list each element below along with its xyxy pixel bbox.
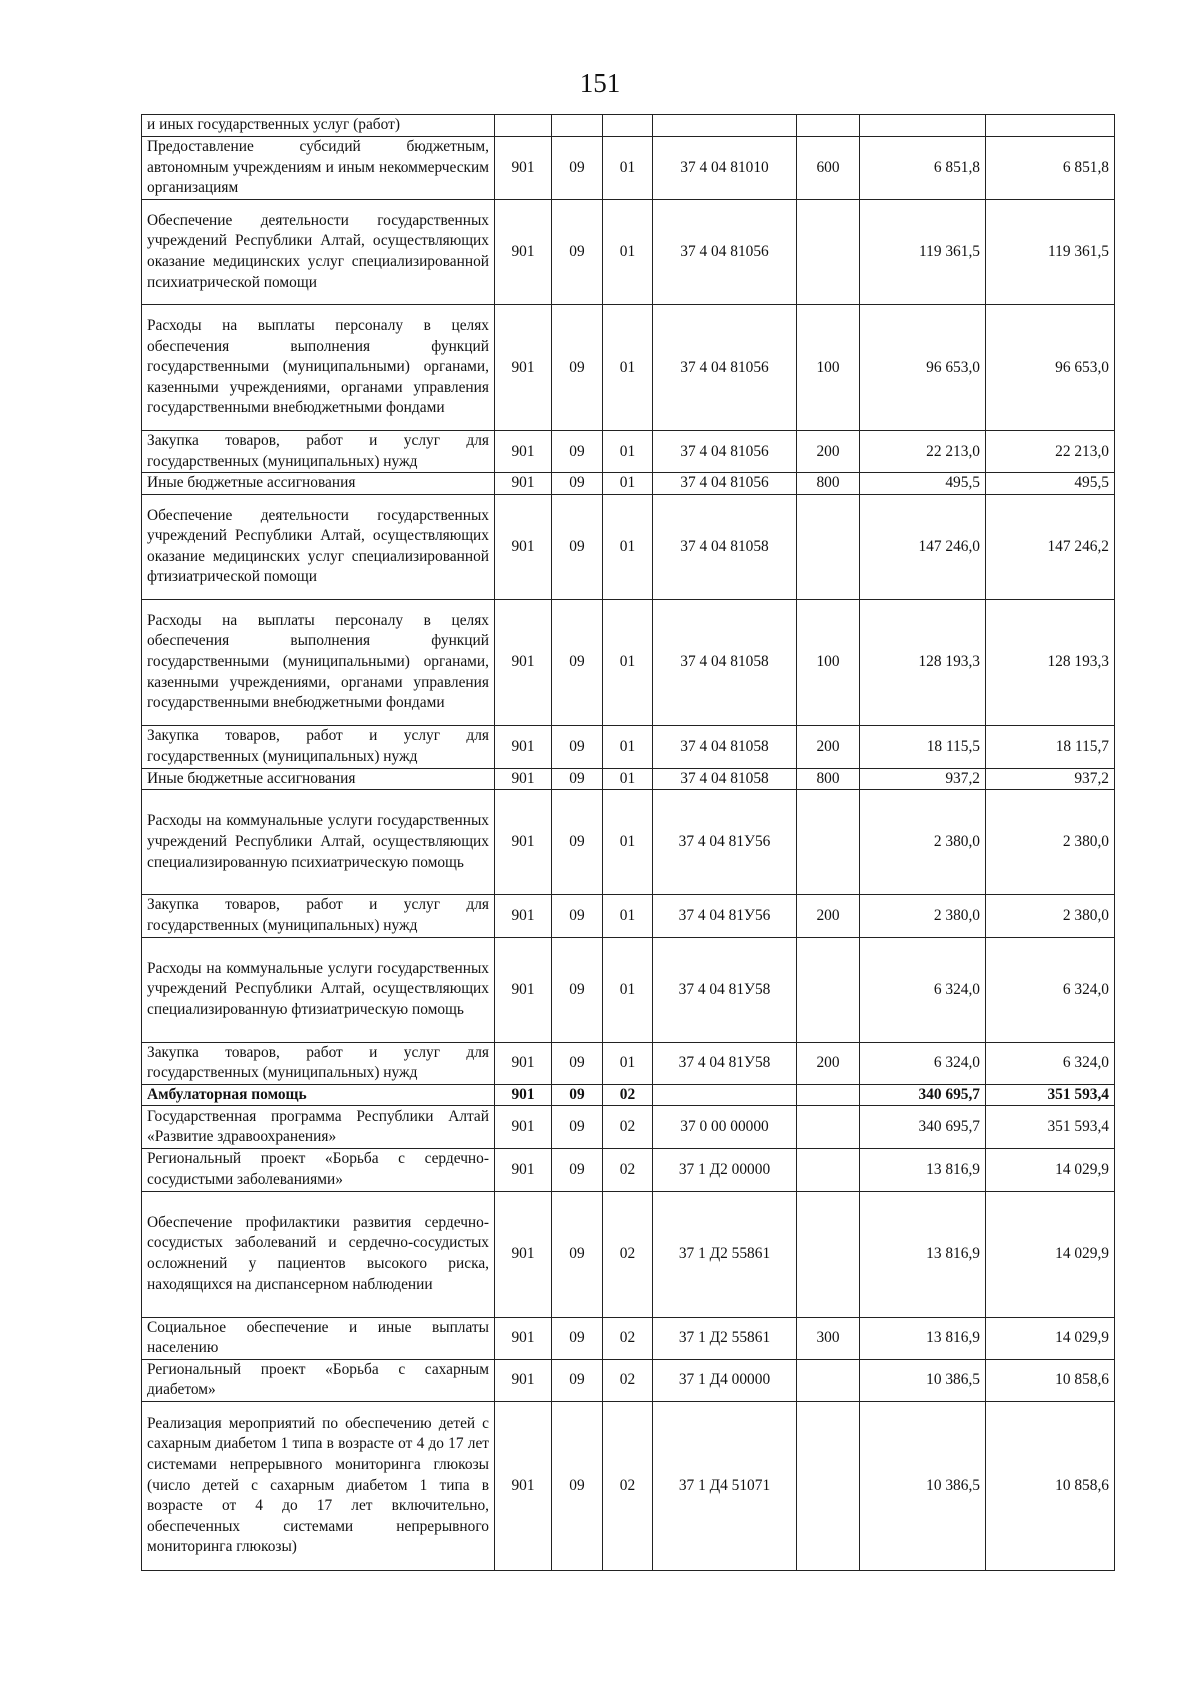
subsection-code-cell: 01 [603,790,653,895]
amount-year1-cell: 2 380,0 [860,790,986,895]
row-name-cell: Обеспечение деятельности государственных учреждений Республики Алтай, осуществляющих оказание медицинских услуг специализированной психиатрической помощи [142,200,495,305]
ministry-code-cell: 901 [495,895,552,937]
row-name-cell: Государственная программа Республики Алтай «Развитие здравоохранения» [142,1106,495,1149]
ministry-code-cell [495,115,552,137]
target-article-cell: 37 4 04 81056 [653,200,797,305]
target-article-cell: 37 4 04 81056 [653,431,797,473]
subsection-code-cell: 02 [603,1317,653,1359]
amount-year1-cell: 119 361,5 [860,200,986,305]
table-row [142,1084,1115,1106]
section-code-cell: 09 [552,1149,603,1191]
target-article-cell: 37 4 04 81010 [653,137,797,200]
table-row [142,768,1115,790]
row-name-cell: Амбулаторная помощь [142,1084,495,1106]
amount-year1-cell: 13 816,9 [860,1191,986,1317]
ministry-code-cell: 901 [495,790,552,895]
row-name-cell: Обеспечение профилактики развития сердечно-сосудистых заболеваний и сердечно-сосудистых осложнений у пациентов высокого риска, находящихся на диспансерном наблюдении [142,1191,495,1317]
amount-year2-cell: 6 324,0 [986,1042,1115,1084]
row-name-cell: Закупка товаров, работ и услуг для государственных (муниципальных) нужд [142,725,495,768]
section-code-cell [552,115,603,137]
amount-year2-cell: 18 115,7 [986,725,1115,768]
section-code-cell: 09 [552,431,603,473]
row-name-cell: Расходы на выплаты персоналу в целях обеспечения выполнения функций государственными (муниципальными) органами, казенными учреждениями, органами управления государственными внебюджетными фондами [142,305,495,431]
section-code-cell: 09 [552,1084,603,1106]
row-name-cell: Расходы на коммунальные услуги государственных учреждений Республики Алтай, осуществляющих специализированную психиатрическую помощь [142,790,495,895]
target-article-cell: 37 1 Д4 51071 [653,1401,797,1570]
amount-year2-cell: 2 380,0 [986,895,1115,937]
amount-year2-cell: 22 213,0 [986,431,1115,473]
subsection-code-cell [603,115,653,137]
table-row [142,937,1115,1042]
expense-type-cell [797,494,860,599]
amount-year2-cell: 96 653,0 [986,305,1115,431]
expense-type-cell: 300 [797,1317,860,1359]
ministry-code-cell: 901 [495,937,552,1042]
subsection-code-cell: 02 [603,1191,653,1317]
ministry-code-cell: 901 [495,1106,552,1149]
row-name-cell: Предоставление субсидий бюджетным, автономным учреждениям и иным некоммерческим организациям [142,137,495,200]
expense-type-cell [797,1191,860,1317]
expense-type-cell [797,790,860,895]
target-article-cell: 37 4 04 81У56 [653,790,797,895]
target-article-cell: 37 4 04 81058 [653,768,797,790]
amount-year1-cell: 6 324,0 [860,937,986,1042]
amount-year2-cell: 6 851,8 [986,137,1115,200]
section-code-cell: 09 [552,494,603,599]
amount-year2-cell: 10 858,6 [986,1401,1115,1570]
section-code-cell: 09 [552,1359,603,1401]
target-article-cell: 37 1 Д2 55861 [653,1317,797,1359]
amount-year1-cell: 13 816,9 [860,1317,986,1359]
subsection-code-cell: 01 [603,473,653,495]
target-article-cell: 37 4 04 81058 [653,494,797,599]
amount-year2-cell: 14 029,9 [986,1317,1115,1359]
row-name-cell: Региональный проект «Борьба с сердечно-сосудистыми заболеваниями» [142,1149,495,1191]
target-article-cell: 37 4 04 81У58 [653,937,797,1042]
subsection-code-cell: 01 [603,1042,653,1084]
section-code-cell: 09 [552,725,603,768]
expense-type-cell: 600 [797,137,860,200]
amount-year2-cell: 937,2 [986,768,1115,790]
section-code-cell: 09 [552,937,603,1042]
subsection-code-cell: 02 [603,1401,653,1570]
expense-type-cell [797,1359,860,1401]
ministry-code-cell: 901 [495,725,552,768]
section-code-cell: 09 [552,473,603,495]
ministry-code-cell: 901 [495,494,552,599]
table-row [142,790,1115,895]
expense-type-cell [797,1106,860,1149]
amount-year2-cell: 10 858,6 [986,1359,1115,1401]
target-article-cell: 37 4 04 81058 [653,725,797,768]
ministry-code-cell: 901 [495,1042,552,1084]
subsection-code-cell: 02 [603,1084,653,1106]
subsection-code-cell: 01 [603,599,653,725]
section-code-cell: 09 [552,1042,603,1084]
amount-year1-cell: 2 380,0 [860,895,986,937]
table-row [142,115,1115,137]
row-name-cell: Региональный проект «Борьба с сахарным диабетом» [142,1359,495,1401]
expense-type-cell: 800 [797,768,860,790]
ministry-code-cell: 901 [495,1317,552,1359]
table-row [142,494,1115,599]
amount-year1-cell: 10 386,5 [860,1401,986,1570]
amount-year2-cell: 119 361,5 [986,200,1115,305]
table-row [142,1106,1115,1149]
subsection-code-cell: 02 [603,1149,653,1191]
table-row [142,305,1115,431]
amount-year1-cell: 128 193,3 [860,599,986,725]
subsection-code-cell: 01 [603,305,653,431]
amount-year1-cell: 495,5 [860,473,986,495]
ministry-code-cell: 901 [495,1401,552,1570]
amount-year2-cell: 6 324,0 [986,937,1115,1042]
subsection-code-cell: 01 [603,725,653,768]
amount-year2-cell: 147 246,2 [986,494,1115,599]
ministry-code-cell: 901 [495,473,552,495]
row-name-cell: Закупка товаров, работ и услуг для государственных (муниципальных) нужд [142,1042,495,1084]
section-code-cell: 09 [552,1106,603,1149]
target-article-cell: 37 4 04 81У56 [653,895,797,937]
ministry-code-cell: 901 [495,200,552,305]
row-name-cell: Социальное обеспечение и иные выплаты населению [142,1317,495,1359]
expense-type-cell [797,937,860,1042]
subsection-code-cell: 01 [603,895,653,937]
table-row [142,473,1115,495]
table-row [142,137,1115,200]
expense-type-cell: 200 [797,895,860,937]
expense-type-cell: 100 [797,305,860,431]
subsection-code-cell: 01 [603,768,653,790]
section-code-cell: 09 [552,768,603,790]
table-row [142,431,1115,473]
expense-type-cell: 200 [797,431,860,473]
table-row [142,1042,1115,1084]
amount-year1-cell: 147 246,0 [860,494,986,599]
expense-type-cell: 200 [797,725,860,768]
amount-year1-cell: 6 324,0 [860,1042,986,1084]
row-name-cell: Расходы на выплаты персоналу в целях обеспечения выполнения функций государственными (муниципальными) органами, казенными учреждениями, органами управления государственными внебюджетными фондами [142,599,495,725]
target-article-cell: 37 1 Д4 00000 [653,1359,797,1401]
row-name-cell: Закупка товаров, работ и услуг для государственных (муниципальных) нужд [142,895,495,937]
target-article-cell [653,115,797,137]
amount-year2-cell: 351 593,4 [986,1084,1115,1106]
ministry-code-cell: 901 [495,1084,552,1106]
row-name-cell: Обеспечение деятельности государственных учреждений Республики Алтай, осуществляющих оказание медицинских услуг специализированной фтизиатрической помощи [142,494,495,599]
target-article-cell: 37 4 04 81056 [653,473,797,495]
section-code-cell: 09 [552,895,603,937]
table-row [142,1191,1115,1317]
ministry-code-cell: 901 [495,1191,552,1317]
page-number: 151 [579,68,621,98]
expense-type-cell: 800 [797,473,860,495]
amount-year1-cell: 6 851,8 [860,137,986,200]
ministry-code-cell: 901 [495,1359,552,1401]
amount-year1-cell: 13 816,9 [860,1149,986,1191]
ministry-code-cell: 901 [495,305,552,431]
target-article-cell: 37 0 00 00000 [653,1106,797,1149]
amount-year1-cell: 96 653,0 [860,305,986,431]
section-code-cell: 09 [552,137,603,200]
subsection-code-cell: 02 [603,1359,653,1401]
budget-table [141,114,1115,1571]
subsection-code-cell: 01 [603,200,653,305]
amount-year2-cell: 128 193,3 [986,599,1115,725]
amount-year1-cell [860,115,986,137]
subsection-code-cell: 01 [603,137,653,200]
expense-type-cell [797,115,860,137]
target-article-cell: 37 4 04 81056 [653,305,797,431]
row-name-cell: и иных государственных услуг (работ) [142,115,495,137]
ministry-code-cell: 901 [495,431,552,473]
ministry-code-cell: 901 [495,137,552,200]
ministry-code-cell: 901 [495,599,552,725]
section-code-cell: 09 [552,305,603,431]
amount-year2-cell: 14 029,9 [986,1149,1115,1191]
amount-year1-cell: 937,2 [860,768,986,790]
amount-year2-cell: 2 380,0 [986,790,1115,895]
table-row [142,200,1115,305]
expense-type-cell [797,1084,860,1106]
table-row [142,1317,1115,1359]
budget-table-body [142,115,1115,1571]
section-code-cell: 09 [552,790,603,895]
amount-year1-cell: 340 695,7 [860,1084,986,1106]
section-code-cell: 09 [552,200,603,305]
ministry-code-cell: 901 [495,1149,552,1191]
row-name-cell: Иные бюджетные ассигнования [142,768,495,790]
ministry-code-cell: 901 [495,768,552,790]
amount-year1-cell: 22 213,0 [860,431,986,473]
subsection-code-cell: 01 [603,494,653,599]
row-name-cell: Закупка товаров, работ и услуг для государственных (муниципальных) нужд [142,431,495,473]
expense-type-cell: 100 [797,599,860,725]
section-code-cell: 09 [552,1401,603,1570]
expense-type-cell [797,200,860,305]
row-name-cell: Иные бюджетные ассигнования [142,473,495,495]
row-name-cell: Расходы на коммунальные услуги государственных учреждений Республики Алтай, осуществляющих специализированную фтизиатрическую помощь [142,937,495,1042]
target-article-cell [653,1084,797,1106]
table-row [142,895,1115,937]
amount-year2-cell: 351 593,4 [986,1106,1115,1149]
amount-year2-cell: 495,5 [986,473,1115,495]
amount-year1-cell: 18 115,5 [860,725,986,768]
subsection-code-cell: 01 [603,431,653,473]
row-name-cell: Реализация мероприятий по обеспечению детей с сахарным диабетом 1 типа в возрасте от 4 до 17 лет системами непрерывного мониторинга глюкозы (число детей с сахарным диабетом 1 типа в возрасте от 4 до 17 лет включительно, обеспеченных системами непрерывного мониторинга глюкозы) [142,1401,495,1570]
amount-year2-cell [986,115,1115,137]
expense-type-cell: 200 [797,1042,860,1084]
target-article-cell: 37 4 04 81У58 [653,1042,797,1084]
target-article-cell: 37 1 Д2 00000 [653,1149,797,1191]
amount-year1-cell: 10 386,5 [860,1359,986,1401]
section-code-cell: 09 [552,1191,603,1317]
expense-type-cell [797,1401,860,1570]
table-row [142,1149,1115,1191]
target-article-cell: 37 4 04 81058 [653,599,797,725]
table-row [142,725,1115,768]
table-row [142,1401,1115,1570]
section-code-cell: 09 [552,599,603,725]
amount-year2-cell: 14 029,9 [986,1191,1115,1317]
table-row [142,599,1115,725]
amount-year1-cell: 340 695,7 [860,1106,986,1149]
expense-type-cell [797,1149,860,1191]
table-row [142,1359,1115,1401]
section-code-cell: 09 [552,1317,603,1359]
subsection-code-cell: 01 [603,937,653,1042]
subsection-code-cell: 02 [603,1106,653,1149]
target-article-cell: 37 1 Д2 55861 [653,1191,797,1317]
